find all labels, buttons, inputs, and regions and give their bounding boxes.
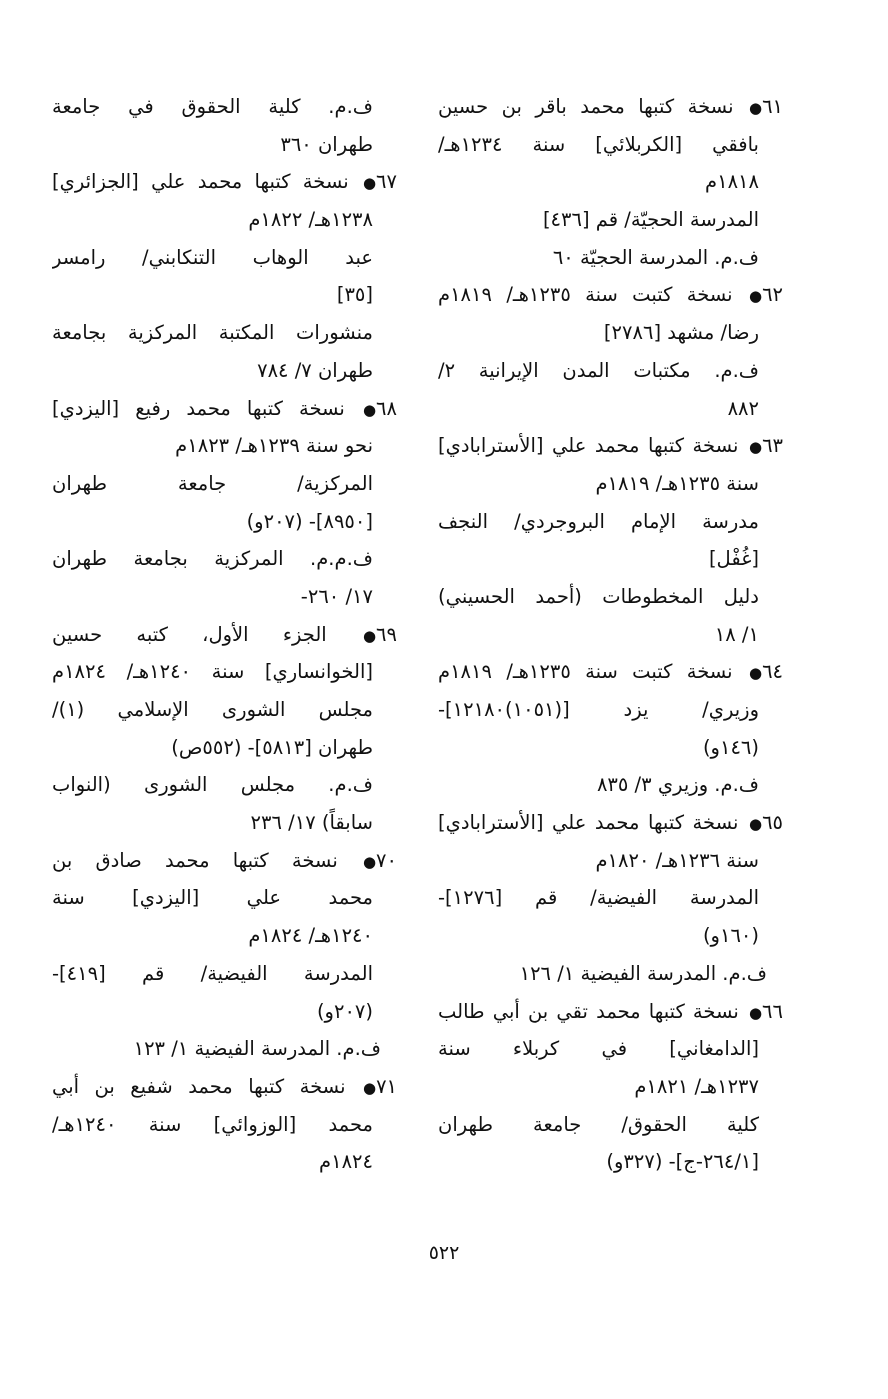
entry-line: طهران [٥٨١٣]- (٥٥٢ص) [171,735,373,759]
entry-line: ١/ ١٨ [714,622,759,646]
entry-line: ف.م. كلية الحقوق في جامعة [52,95,373,118]
entry-first-line: ٦٤● نسخة كتبت سنة ١٢٣٥هـ/ ١٨١٩م [438,660,783,684]
entry-line: ١٢٣٨هـ/ ١٨٢٢م [248,208,373,232]
entry-line: المدرسة الفيضية/ قم [١٢٧٦]- [438,886,759,910]
entry-line: المدرسة الفيضية/ قم [٤١٩]- [52,961,373,985]
entry-line: نحو سنة ١٢٣٩هـ/ ١٨٢٣م [175,434,373,458]
entry-first-line: ٦٥● نسخة كتبها محمد علي [الأسترابادي] [438,811,783,835]
entry-first-line: ٦١● نسخة كتبها محمد باقر بن حسين [438,95,783,118]
entry-line: كلية الحقوق/ جامعة طهران [438,1112,759,1136]
entry-line: رضا/ مشهد [٢٧٨٦] [603,321,759,345]
entry-line: [٨٩٥٠]- (٢٠٧و) [246,509,373,533]
entry-line: دليل المخطوطات (أحمد الحسيني) [438,584,759,608]
entry-line: طهران ٣٦٠ [280,132,373,156]
left-column [52,88,397,1208]
entry-line: ف.م.م. المركزية بجامعة طهران [52,547,373,571]
entry-line: (١٤٦و) [702,735,759,759]
entry-line: منشورات المكتبة المركزية بجامعة [52,321,373,345]
entry-line: ف.م. مكتبات المدن الإيرانية ٢/ [438,358,759,382]
page-number: ٥٢٢ [428,1242,460,1264]
right-column [438,88,783,1208]
entry-first-line: ٦٢● نسخة كتبت سنة ١٢٣٥هـ/ ١٨١٩م [438,283,783,307]
entry-line: طهران ٧/ ٧٨٤ [257,358,373,382]
entry-line: ١٨٢٤م [319,1150,373,1174]
entry-line: [٢٦٤/١-ج]- (٣٢٧و) [606,1150,759,1174]
entry-line: [الخوانساري] سنة ١٢٤٠هـ/ ١٨٢٤م [52,660,373,684]
entry-line: محمد علي [اليزدي] سنة [52,886,373,910]
entry-line: (٢٠٧و) [316,999,373,1023]
entry-line: وزيري/ يزد [(١٠٥١)١٢١٨٠]- [438,698,759,721]
entry-first-line: ٦٨● نسخة كتبها محمد رفيع [اليزدي] [52,396,397,420]
entry-line: ١٢٣٧هـ/ ١٨٢١م [634,1074,759,1098]
entry-line: سنة ١٢٣٦هـ/ ١٨٢٠م [595,848,759,872]
entry-line: [الدامغاني] في كربلاء سنة [438,1037,759,1061]
entry-line: [غُفْل] [708,547,759,571]
entry-line: (١٦٠و) [702,924,759,948]
entry-line: سنة ١٢٣٥هـ/ ١٨١٩م [595,471,759,495]
entry-line: [٣٥] [336,283,373,307]
entry-line: ٨٨٢ [727,396,759,420]
entry-line: ف.م. مجلس الشورى (النواب [52,773,373,797]
entry-line: المدرسة الحجيّة/ قم [٤٣٦] [542,208,759,232]
entry-line: محمد [الوزوائي] سنة ١٢٤٠هـ/ [52,1112,373,1136]
entry-line: سابقاً) ١٧/ ٢٣٦ [250,811,373,835]
entry-line: ١٨١٨م [705,170,759,194]
entry-line: بافقي [الكربلائي] سنة ١٢٣٤هـ/ [438,132,759,156]
entry-line: مدرسة الإمام البروجردي/ النجف [438,509,759,533]
entry-line: ف.م. وزيري ٣/ ٨٣٥ [596,773,759,797]
entry-first-line: ٧١● نسخة كتبها محمد شفيع بن أبي [52,1074,397,1098]
entry-line: عبد الوهاب التنكابني/ رامسر [52,245,373,269]
entry-first-line: ٧٠● نسخة كتبها محمد صادق بن [52,848,397,872]
entry-line: مجلس الشورى الإسلامي (١)/ [52,698,373,721]
entry-first-line: ٦٧● نسخة كتبها محمد علي [الجزائري] [52,170,397,194]
entry-line: المركزية/ جامعة طهران [52,471,373,495]
entry-first-line: ٦٩● الجزء الأول، كتبه حسين [52,622,397,646]
entry-line: ١٢٤٠هـ/ ١٨٢٤م [248,924,373,948]
entry-line: ف.م. المدرسة الفيضية ١/ ١٢٦ [519,961,767,985]
entry-line: ١٧/ ٢٦٠- [300,584,373,608]
entry-line: ف.م. المدرسة الحجيّة ٦٠ [552,245,759,269]
entry-first-line: ٦٦● نسخة كتبها محمد تقي بن أبي طالب [438,999,783,1023]
entry-line: ف.م. المدرسة الفيضية ١/ ١٢٣ [133,1037,381,1061]
entry-first-line: ٦٣● نسخة كتبها محمد علي [الأسترابادي] [438,434,783,458]
